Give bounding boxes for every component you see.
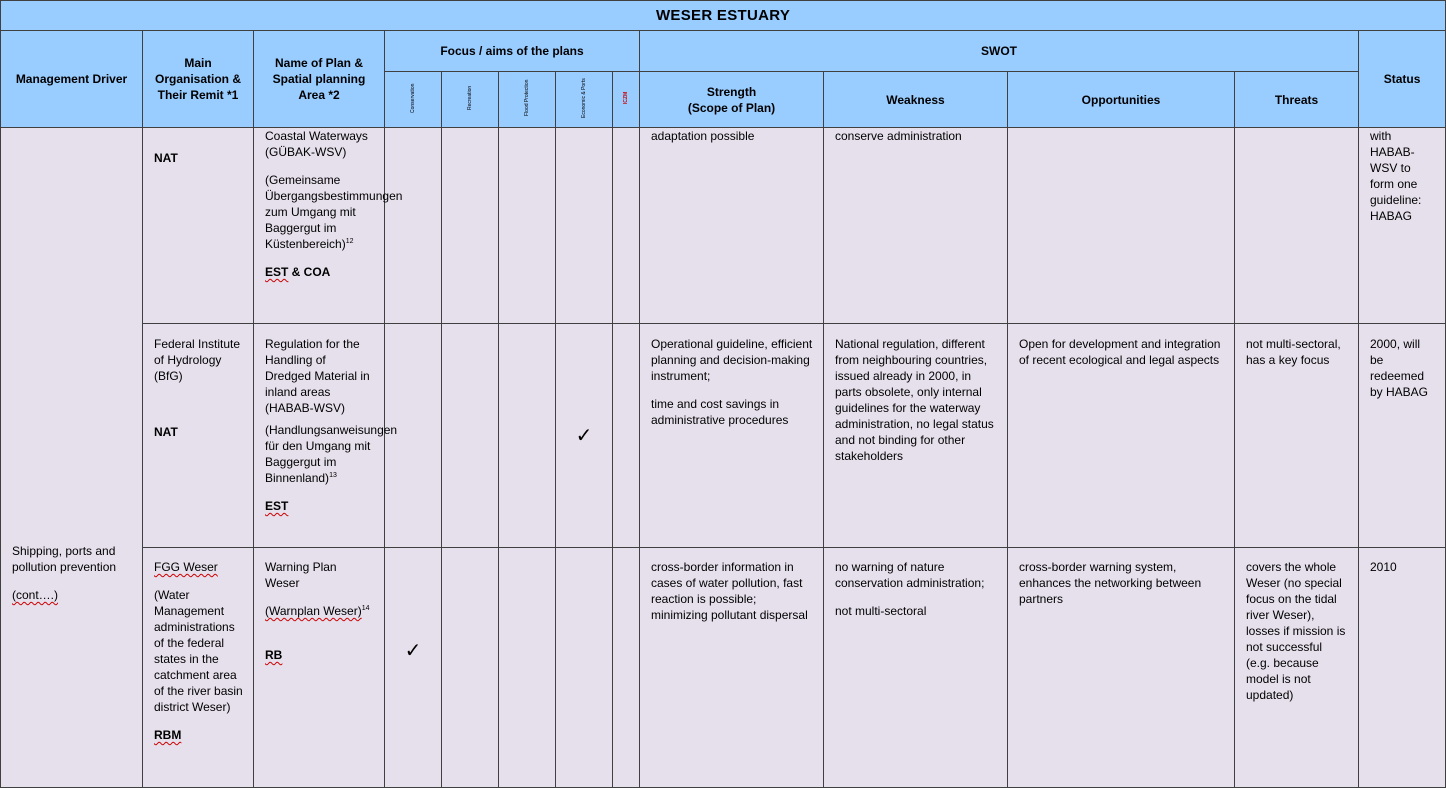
focus-cell bbox=[442, 128, 499, 324]
header-management-driver: Management Driver bbox=[1, 31, 143, 128]
opportunities-cell: cross-border warning system, enhances the networking between partners bbox=[1008, 548, 1235, 788]
focus-cell bbox=[442, 324, 499, 548]
focus-cell bbox=[613, 324, 640, 548]
plan-detail: (Warnplan Weser)$^{14}$ bbox=[265, 604, 370, 618]
management-driver-label bbox=[12, 543, 137, 603]
org-detail: (Water Management administrations of the federal states in the catchment area of the river basin district Weser) bbox=[154, 588, 243, 714]
focus-cell bbox=[499, 548, 556, 788]
focus-cell bbox=[613, 128, 640, 324]
threats-cell: covers the whole Weser (no special focus on the tidal river Weser), losses if mission is not successful (e.g. because model is not updated) bbox=[1235, 548, 1359, 788]
driver-name: Shipping, ports and pollution prevention bbox=[12, 544, 117, 574]
plan-detail: (Handlungsanweisungen für den Umgang mit Baggergut im Binnenland)$^{13}$ bbox=[265, 423, 398, 485]
plan-area: EST bbox=[265, 499, 289, 513]
threats-cell: not multi-sectoral, has a key focus bbox=[1235, 324, 1359, 548]
management-driver-cell bbox=[1, 128, 143, 788]
threats-cell bbox=[1235, 128, 1359, 324]
focus-cell bbox=[385, 128, 442, 324]
weakness-cell: National regulation, different from neighbouring countries, issued already in 2000, in parts obsolete, only internal guidelines for the waterway administration, no legal status and not binding for other stakeholders bbox=[824, 324, 1008, 548]
table-row bbox=[1, 128, 1446, 324]
header-strength bbox=[640, 72, 824, 128]
plan-name: Regulation for the Handling of Dredged Material in inland areas (HABAB-WSV) bbox=[265, 337, 370, 415]
org-cell bbox=[143, 548, 254, 788]
focus-checkmark: ✓ bbox=[556, 324, 613, 548]
header-plan-name: Name of Plan & Spatial planning Area *2 bbox=[254, 31, 385, 128]
focus-cell bbox=[613, 548, 640, 788]
strength-cell: cross-border information in cases of water pollution, fast reaction is possible; minimizing pollutant dispersal bbox=[640, 548, 824, 788]
driver-continued: (cont….) bbox=[12, 588, 59, 602]
focus-cell bbox=[499, 128, 556, 324]
plan-area: RB bbox=[265, 648, 283, 662]
plan-name: Warning Plan Weser bbox=[265, 560, 337, 590]
plan-detail: (Gemeinsame Übergangsbestimmungen zum Umgang mit Baggergut im Küstenbereich)$^{12}$ bbox=[265, 173, 403, 251]
header-weakness: Weakness bbox=[824, 72, 1008, 128]
org-remit: RBM bbox=[154, 728, 182, 742]
opportunities-cell bbox=[1008, 128, 1235, 324]
focus-cell bbox=[442, 548, 499, 788]
opportunities-cell: Open for development and integration of recent ecological and legal aspects bbox=[1008, 324, 1235, 548]
weakness-cell: no warning of nature conservation administration; not multi-sectoral bbox=[824, 548, 1008, 788]
header-main-organisation: Main Organisation & Their Remit *1 bbox=[143, 31, 254, 128]
status-cell: with HABAB-WSV to form one guideline: HABAG bbox=[1359, 128, 1446, 324]
header-focus-conservation: Conservation bbox=[385, 72, 442, 128]
header-strength-label: Strength bbox=[706, 84, 757, 99]
header-strength-sub: (Scope of Plan) bbox=[687, 100, 776, 115]
org-name: FGG Weser bbox=[154, 560, 218, 574]
header-opportunities: Opportunities bbox=[1008, 72, 1235, 128]
focus-cell bbox=[499, 324, 556, 548]
strength-cell: adaptation possible bbox=[640, 128, 824, 324]
table-title: WESER ESTUARY bbox=[1, 1, 1446, 31]
org-remit: NAT bbox=[154, 425, 178, 439]
focus-cell bbox=[556, 128, 613, 324]
plan-name: Coastal Waterways (GÜBAK-WSV) bbox=[265, 129, 368, 159]
header-focus-iczm: ICZM bbox=[613, 72, 640, 128]
org-remit: NAT bbox=[154, 151, 178, 165]
status-cell: 2000, will be redeemed by HABAG bbox=[1359, 324, 1446, 548]
org-cell bbox=[143, 128, 254, 324]
table-row bbox=[1, 548, 1446, 788]
header-focus-recreation: Recreation bbox=[442, 72, 499, 128]
header-focus-flood-protection: Flood Protection bbox=[499, 72, 556, 128]
header-focus: Focus / aims of the plans bbox=[385, 31, 640, 72]
focus-checkmark: ✓ bbox=[385, 548, 442, 788]
org-name: Federal Institute of Hydrology (BfG) bbox=[154, 337, 241, 383]
header-threats: Threats bbox=[1235, 72, 1359, 128]
status-cell: 2010 bbox=[1359, 548, 1446, 788]
plan-cell bbox=[254, 128, 403, 324]
weakness-cell: conserve administration bbox=[824, 128, 1008, 324]
plan-area: EST & COA bbox=[265, 265, 331, 279]
strength-cell: Operational guideline, efficient planning and decision-making instrument; time and cost savings in administrative procedures bbox=[640, 324, 824, 548]
plan-cell bbox=[254, 548, 385, 788]
org-cell bbox=[143, 324, 254, 548]
header-status: Status bbox=[1359, 31, 1446, 128]
table-row bbox=[1, 324, 1446, 548]
plan-cell bbox=[254, 324, 398, 548]
header-focus-economic-ports: Economic & Ports bbox=[556, 72, 613, 128]
header-swot: SWOT bbox=[640, 31, 1359, 72]
focus-cell bbox=[556, 548, 613, 788]
